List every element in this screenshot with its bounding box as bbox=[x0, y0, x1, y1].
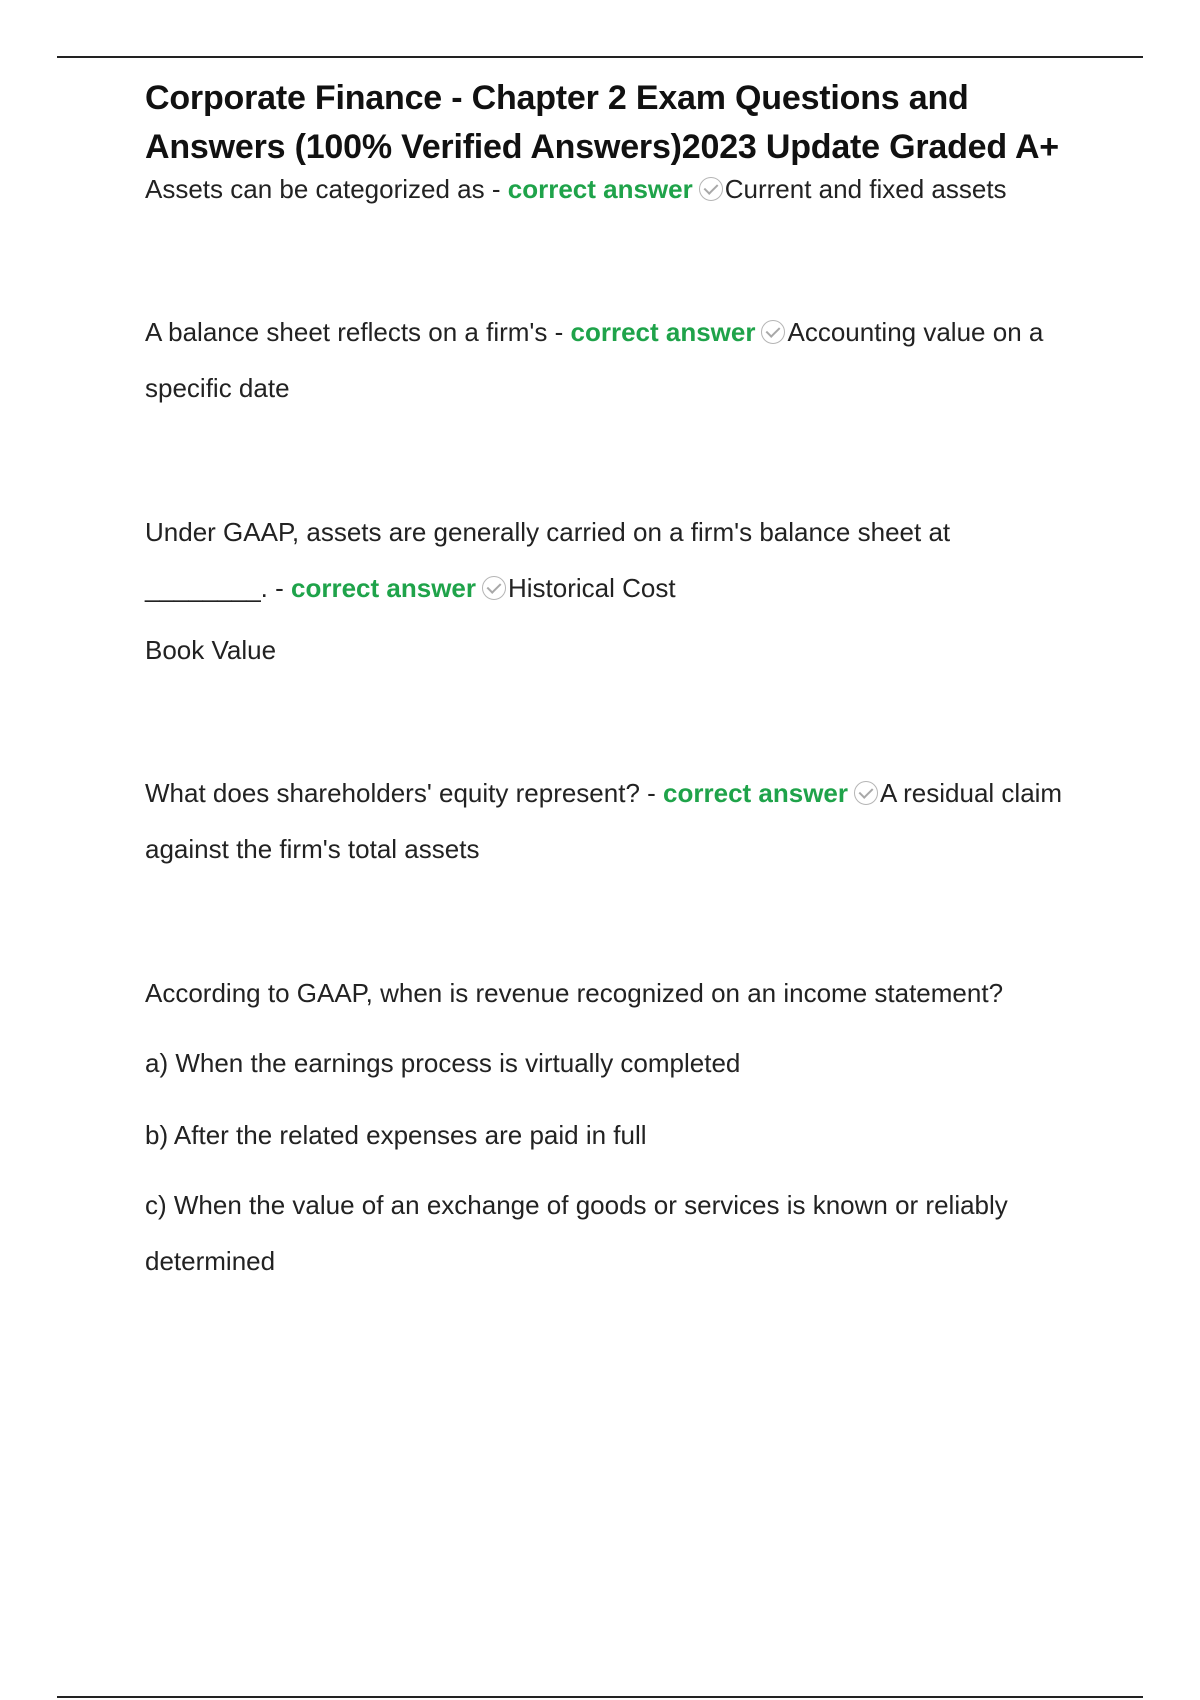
top-rule bbox=[57, 56, 1143, 58]
question-text: Under GAAP, assets are generally carried on a firm's balance sheet at ________. - bbox=[145, 517, 951, 603]
correct-answer-label: correct answer bbox=[663, 778, 849, 808]
document-title: Corporate Finance - Chapter 2 Exam Questions and Answers (100% Verified Answers)2023 Update Graded A+ bbox=[145, 79, 1059, 166]
question-text: What does shareholders' equity represent? - bbox=[145, 778, 664, 808]
question-text: A balance sheet reflects on a firm's - bbox=[145, 317, 571, 347]
answer-extra-line: Book Value bbox=[145, 635, 277, 665]
correct-answer-label: correct answer bbox=[291, 573, 476, 603]
qa-item-1 bbox=[145, 161, 1080, 217]
check-circle-icon bbox=[854, 781, 878, 805]
qa-item-5-question: According to GAAP, when is revenue recognized on an income statement? bbox=[145, 978, 1004, 1008]
document-body bbox=[145, 74, 1080, 1289]
qa-item-4 bbox=[145, 765, 1080, 877]
qa-item-2 bbox=[145, 304, 1080, 416]
correct-answer-label: correct answer bbox=[507, 174, 693, 204]
question-text: Assets can be categorized as - bbox=[145, 174, 508, 204]
answer-text: Current and fixed assets bbox=[724, 174, 1007, 204]
check-circle-icon bbox=[761, 320, 785, 344]
answer-text: Accounting value on a specific date bbox=[145, 317, 1044, 403]
qa-item-3 bbox=[145, 504, 1080, 616]
option-a: a) When the earnings process is virtually completed bbox=[145, 1048, 741, 1078]
option-c: c) When the value of an exchange of goods or services is known or reliably determined bbox=[145, 1190, 1008, 1276]
option-b: b) After the related expenses are paid in full bbox=[145, 1120, 647, 1150]
bottom-rule bbox=[57, 1696, 1143, 1698]
check-circle-icon bbox=[482, 576, 506, 600]
answer-text: A residual claim against the firm's total assets bbox=[145, 778, 1063, 864]
correct-answer-label: correct answer bbox=[570, 317, 756, 347]
check-circle-icon bbox=[699, 177, 723, 201]
answer-text: Historical Cost bbox=[508, 573, 676, 603]
